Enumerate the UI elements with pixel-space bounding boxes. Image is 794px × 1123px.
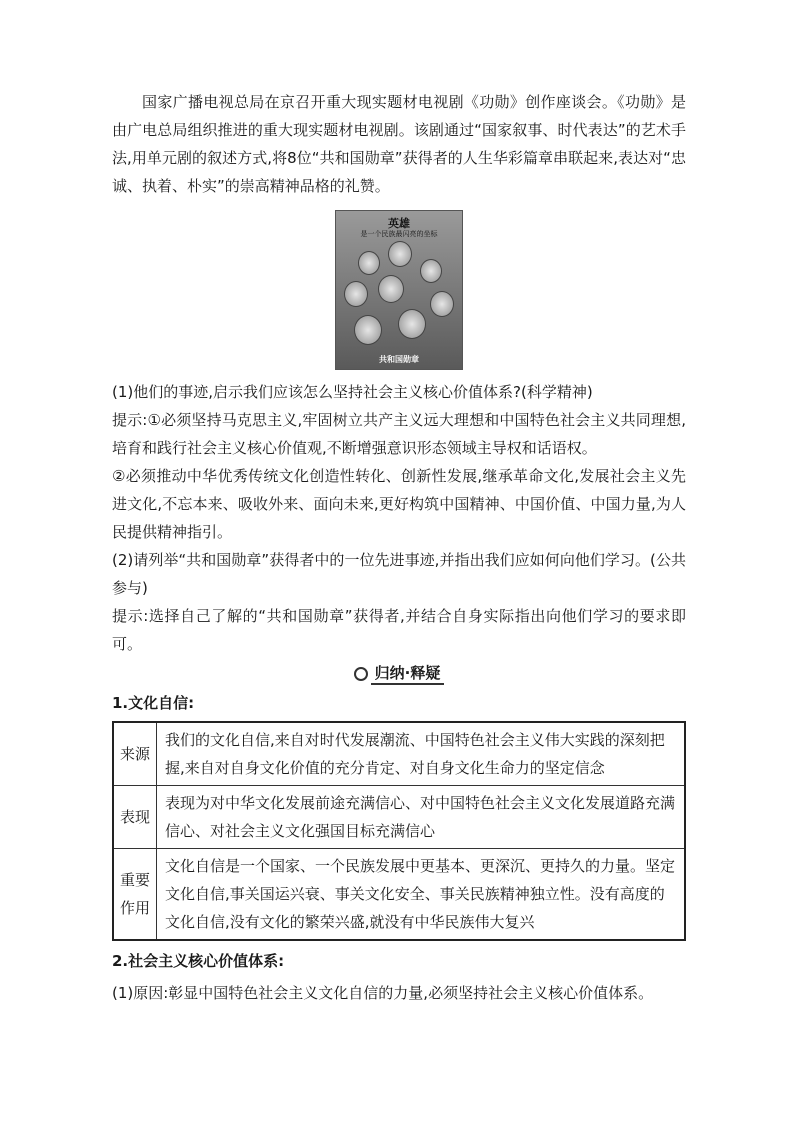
poster-footer: 共和国勋章 xyxy=(379,355,419,364)
summary-heading xyxy=(112,662,686,685)
portrait-face xyxy=(398,309,426,339)
portrait-face xyxy=(420,259,442,283)
answer-1-part-1: 提示:①必须坚持马克思主义,牢固树立共产主义远大理想和中国特色社会主义共同理想,培育和践行社会主义核心价值观,不断增强意识形态领域主导权和话语权。 xyxy=(112,411,686,457)
question-2: (2)请列举“共和国勋章”获得者中的一位先进事迹,并指出我们应如何向他们学习。(公共参与) xyxy=(112,551,686,597)
intro-paragraph: 国家广播电视总局在京召开重大现实题材电视剧《功勋》创作座谈会。《功勋》是由广电总局组织推进的重大现实题材电视剧。该剧通过“国家叙事、时代表达”的艺术手法,用单元剧的叙述方式,将8位“共和国勋章”获得者的人生华彩篇章串联起来,表达对“忠诚、执着、朴实”的崇高精神品格的礼赞。 xyxy=(112,93,686,195)
table-row-label: 重要作用 xyxy=(113,849,157,941)
portrait-face xyxy=(344,281,368,307)
magnifier-icon xyxy=(354,667,368,681)
section-2-paragraph-1: (1)原因:彰显中国特色社会主义文化自信的力量,必须坚持社会主义核心价值体系。 xyxy=(112,984,654,1002)
table-row-text: 文化自信是一个国家、一个民族发展中更基本、更深沉、更持久的力量。坚定文化自信,事关国运兴衰、事关文化安全、事关民族精神独立性。没有高度的文化自信,没有文化的繁荣兴盛,就没有中华民族伟大复兴 xyxy=(157,849,686,941)
section-2-title: 2.社会主义核心价值体系: xyxy=(112,952,285,970)
medal-poster-image xyxy=(335,210,463,370)
table-row xyxy=(113,722,685,786)
question-1: (1)他们的事迹,启示我们应该怎么坚持社会主义核心价值体系?(科学精神) xyxy=(112,383,593,401)
summary-heading-label: 归纳·释疑 xyxy=(371,662,445,685)
table-row-text: 表现为对中华文化发展前途充满信心、对中国特色社会主义文化发展道路充满信心、对社会主义文化强国目标充满信心 xyxy=(157,786,686,849)
section-1-title: 1.文化自信: xyxy=(112,694,195,712)
document-page xyxy=(112,88,686,1007)
portrait-face xyxy=(378,275,404,303)
table-row xyxy=(113,786,685,849)
table-row-label: 来源 xyxy=(113,722,157,786)
portrait-face xyxy=(388,241,412,267)
table-row xyxy=(113,849,685,941)
poster-subtitle: 是一个民族最闪亮的坐标 xyxy=(360,230,438,238)
portrait-face xyxy=(354,315,382,345)
answer-1-part-2: ②必须推动中华优秀传统文化创造性转化、创新性发展,继承革命文化,发展社会主义先进文化,不忘本来、吸收外来、面向未来,更好构筑中国精神、中国价值、中国力量,为人民提供精神指引。 xyxy=(112,467,686,541)
portrait-face xyxy=(358,251,380,275)
answer-2: 提示:选择自己了解的“共和国勋章”获得者,并结合自身实际指出向他们学习的要求即可。 xyxy=(112,607,686,653)
portrait-face xyxy=(430,291,454,317)
poster-title: 英雄 xyxy=(388,217,410,230)
table-row-text: 我们的文化自信,来自对时代发展潮流、中国特色社会主义伟大实践的深刻把握,来自对自身文化价值的充分肯定、对自身文化生命力的坚定信念 xyxy=(157,722,686,786)
table-row-label: 表现 xyxy=(113,786,157,849)
culture-confidence-table xyxy=(112,721,686,941)
